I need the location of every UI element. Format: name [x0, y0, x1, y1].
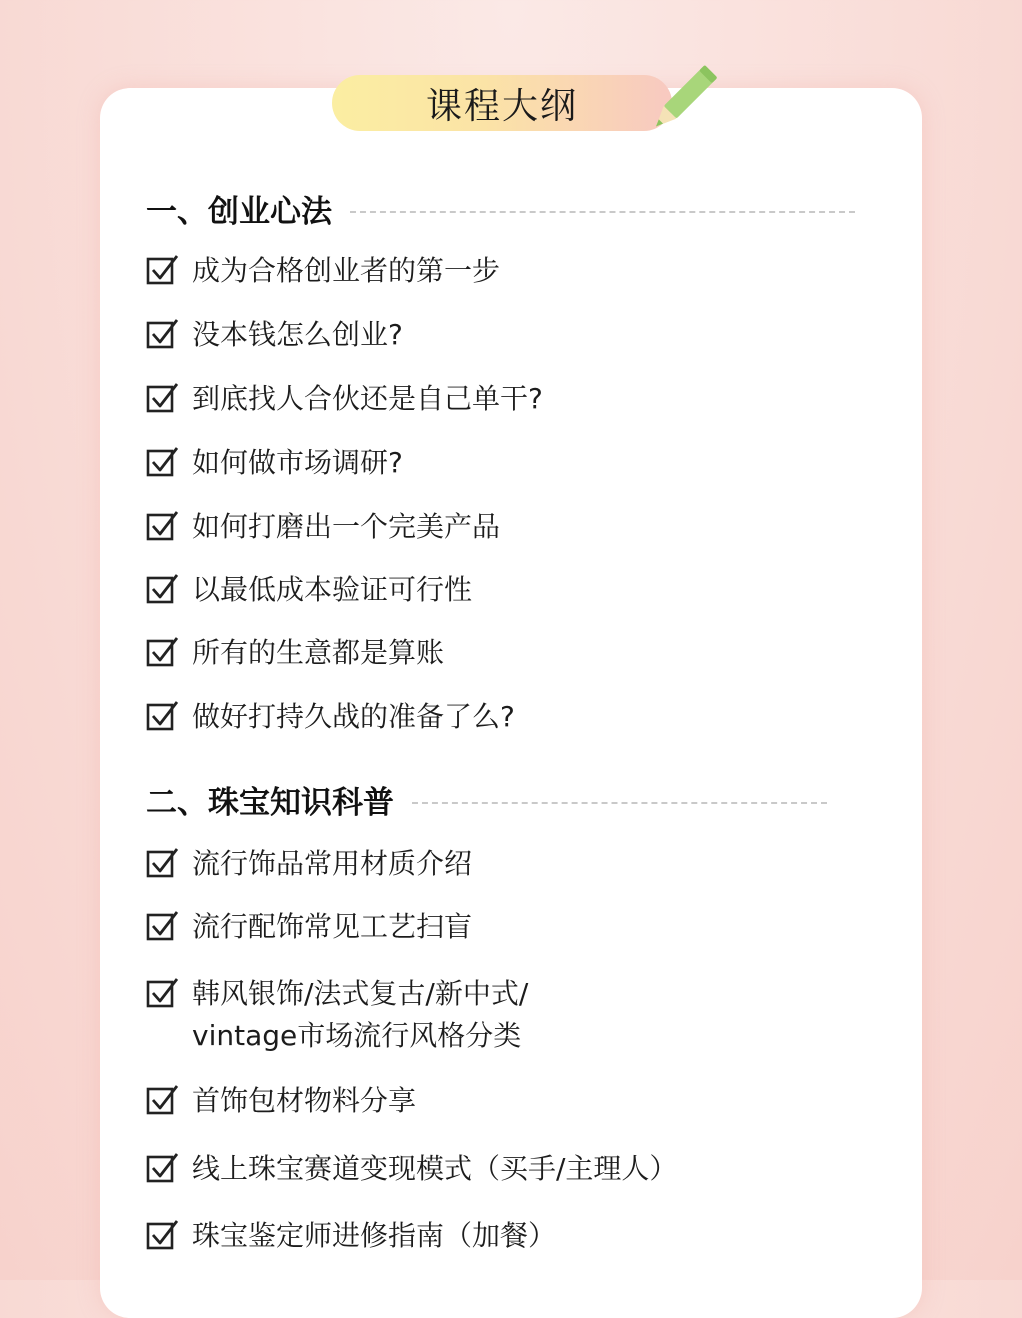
list-item-label: 首饰包材物料分享: [192, 1084, 417, 1117]
list-item: [146, 569, 472, 611]
list-item-line: 韩风银饰/法式复古/新中式/: [192, 977, 529, 1010]
list-item: [146, 843, 472, 885]
checkbox-checked-icon: [146, 1150, 180, 1184]
list-item: [146, 1215, 556, 1257]
list-item: [146, 1148, 677, 1190]
list-item-label: 做好打持久战的准备了么?: [192, 700, 515, 733]
checkbox-checked-icon: [146, 698, 180, 732]
divider: [350, 211, 855, 213]
list-item-label: [192, 973, 528, 1057]
checkbox-checked-icon: [146, 316, 180, 350]
checkbox-checked-icon: [146, 908, 180, 942]
pencil-icon: [640, 58, 720, 144]
checkbox-checked-icon: [146, 1082, 180, 1116]
checkbox-checked-icon: [146, 508, 180, 542]
list-item: [146, 378, 543, 420]
list-item: [146, 696, 515, 738]
list-item-label: 流行配饰常见工艺扫盲: [192, 910, 473, 943]
page-title: 课程大纲: [332, 75, 672, 131]
list-item: [146, 442, 403, 484]
checkbox-checked-icon: [146, 975, 180, 1009]
list-item-label: 如何做市场调研?: [192, 446, 403, 479]
section-heading-1: [146, 186, 855, 231]
checkbox-checked-icon: [146, 571, 180, 605]
list-item: [146, 632, 444, 674]
list-item-label: 如何打磨出一个完美产品: [192, 510, 501, 543]
list-item: [146, 1080, 416, 1122]
checkbox-checked-icon: [146, 634, 180, 668]
list-item-label: 到底找人合伙还是自己单干?: [192, 382, 543, 415]
section-heading-2: [146, 777, 827, 822]
section-title: 二、珠宝知识科普: [146, 785, 394, 821]
list-item-label: 流行饰品常用材质介绍: [192, 847, 473, 880]
list-item-label: 所有的生意都是算账: [192, 636, 445, 669]
checkbox-checked-icon: [146, 444, 180, 478]
list-item: [146, 506, 500, 548]
divider: [412, 802, 827, 804]
list-item-label: 成为合格创业者的第一步: [192, 254, 501, 287]
list-item-line: vintage市场流行风格分类: [192, 1019, 522, 1052]
list-item-label: 珠宝鉴定师进修指南（加餐）: [192, 1219, 557, 1252]
checkbox-checked-icon: [146, 1217, 180, 1251]
list-item: [146, 906, 472, 948]
list-item: [146, 973, 528, 1057]
checkbox-checked-icon: [146, 380, 180, 414]
list-item-label: 以最低成本验证可行性: [192, 573, 473, 606]
section-title: 一、创业心法: [146, 194, 332, 230]
list-item: [146, 314, 403, 356]
list-item-label: 线上珠宝赛道变现模式（买手/主理人）: [192, 1152, 678, 1185]
list-item-label: 没本钱怎么创业?: [192, 318, 403, 351]
list-item: [146, 250, 500, 292]
checkbox-checked-icon: [146, 252, 180, 286]
checkbox-checked-icon: [146, 845, 180, 879]
